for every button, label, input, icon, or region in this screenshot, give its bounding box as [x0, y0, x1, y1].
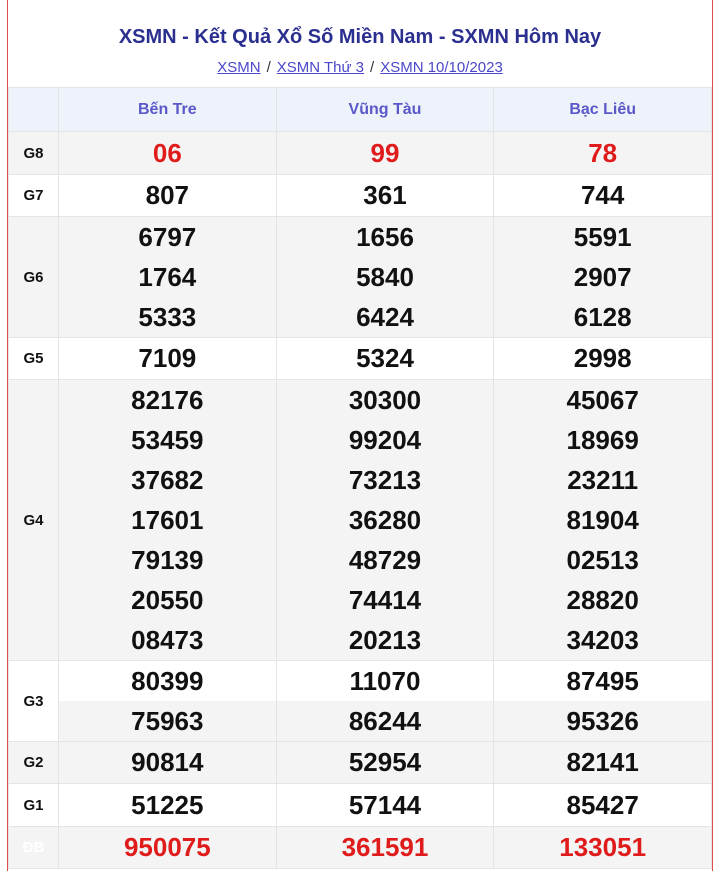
prize-cell: [494, 784, 712, 827]
winning-number: 1656: [356, 222, 414, 252]
prize-cell: [276, 784, 494, 827]
prize-row-db: [9, 827, 712, 869]
province-ben-tre[interactable]: Bến Tre: [59, 88, 277, 132]
prize-row-g8: [9, 132, 712, 175]
prize-cell: [59, 217, 277, 338]
winning-number: 11070: [349, 666, 421, 696]
winning-number: 82176: [131, 385, 204, 415]
prize-cell: [276, 380, 494, 661]
prize-row-g2: [9, 742, 712, 784]
winning-number: 23211: [567, 465, 639, 495]
province-vung-tau[interactable]: Vũng Tàu: [276, 88, 494, 132]
breadcrumb: [8, 59, 712, 77]
winning-number: 86244: [277, 701, 494, 741]
prize-cell: [59, 380, 277, 661]
winning-number: 37682: [131, 465, 204, 495]
prize-cell: [276, 217, 494, 338]
winning-number: 20550: [131, 585, 204, 615]
winning-number: 73213: [348, 465, 422, 495]
winning-number: 5840: [356, 262, 414, 292]
prize-cell: [494, 338, 712, 380]
breadcrumb-separator: /: [266, 59, 271, 76]
prize-cell: [494, 827, 712, 869]
winning-number: 78: [588, 138, 618, 168]
prize-label: G1: [9, 784, 59, 827]
winning-number: 52954: [348, 747, 422, 777]
prize-cell: [276, 175, 494, 217]
province-bac-lieu[interactable]: Bạc Liêu: [494, 88, 712, 132]
winning-number: 53459: [131, 425, 204, 455]
province-header-row: [9, 88, 712, 132]
winning-number: 51225: [131, 790, 204, 820]
winning-number: 950075: [123, 832, 211, 862]
winning-number: 85427: [566, 790, 639, 820]
prize-row-g6: [9, 217, 712, 338]
prize-label: G5: [9, 338, 59, 380]
winning-number: 6797: [138, 222, 197, 252]
winning-number: 6128: [573, 302, 632, 332]
winning-number: 2907: [573, 262, 632, 292]
winning-number: 6424: [356, 302, 414, 332]
breadcrumb-xsmn-link[interactable]: XSMN: [217, 59, 261, 76]
winning-number: 08473: [131, 625, 204, 655]
prize-cell: [276, 132, 494, 175]
prize-cell: [276, 827, 494, 869]
winning-number: 5591: [573, 222, 632, 252]
prize-label: G2: [9, 742, 59, 784]
prize-cell: [59, 338, 277, 380]
results-panel: [7, 0, 713, 871]
results-header: [8, 0, 712, 87]
winning-number: 90814: [131, 747, 204, 777]
winning-number: 99204: [348, 425, 422, 455]
winning-number: 06: [152, 138, 182, 168]
winning-number: 79139: [131, 545, 204, 575]
winning-number: 80399: [131, 666, 204, 696]
winning-number: 7109: [138, 343, 197, 373]
prize-cell: [276, 742, 494, 784]
prize-cell: [59, 742, 277, 784]
page-title: XSMN - Kết Quả Xổ Số Miền Nam - SXMN Hôm Nay: [118, 26, 602, 48]
winning-number: 5324: [356, 343, 414, 373]
prize-cell: [59, 827, 277, 869]
breadcrumb-date-link[interactable]: XSMN 10/10/2023: [380, 59, 503, 76]
header-corner: [9, 88, 59, 132]
prize-row-g7: [9, 175, 712, 217]
winning-number: 361: [363, 180, 407, 210]
winning-number: 48729: [348, 545, 422, 575]
winning-number: 74414: [348, 585, 422, 615]
winning-number: 36280: [348, 505, 422, 535]
winning-number: 02513: [566, 545, 639, 575]
winning-number: 807: [145, 180, 190, 210]
prize-label: ĐB: [9, 827, 59, 869]
prize-label: G4: [9, 380, 59, 661]
winning-number: 28820: [566, 585, 639, 615]
prize-cell: [494, 175, 712, 217]
winning-number: 99: [370, 138, 400, 168]
winning-number: 1764: [138, 262, 197, 292]
breadcrumb-separator: /: [370, 59, 375, 76]
winning-number: 75963: [59, 701, 276, 741]
prize-cell: [494, 132, 712, 175]
prize-cell: [59, 784, 277, 827]
prize-cell: [276, 661, 494, 742]
winning-number: 20213: [348, 625, 422, 655]
prize-row-g1: [9, 784, 712, 827]
prize-cell: [494, 661, 712, 742]
winning-number: 45067: [566, 385, 639, 415]
winning-number: 82141: [566, 747, 639, 777]
prize-cell: [59, 661, 277, 742]
winning-number: 30300: [348, 385, 422, 415]
prize-cell: [59, 132, 277, 175]
prize-label: G6: [9, 217, 59, 338]
winning-number: 34203: [566, 625, 639, 655]
winning-number: 81904: [566, 505, 639, 535]
prize-cell: [494, 380, 712, 661]
prize-label: G7: [9, 175, 59, 217]
winning-number: 87495: [566, 666, 639, 696]
prize-row-g3: [9, 661, 712, 742]
results-table: [8, 87, 712, 869]
prize-cell: [494, 217, 712, 338]
prize-label: G8: [9, 132, 59, 175]
winning-number: 5333: [138, 302, 197, 332]
winning-number: 57144: [348, 790, 422, 820]
prize-row-g4: [9, 380, 712, 661]
winning-number: 95326: [494, 701, 711, 741]
breadcrumb-weekday-link[interactable]: XSMN Thứ 3: [276, 59, 365, 76]
prize-row-g5: [9, 338, 712, 380]
winning-number: 2998: [573, 343, 632, 373]
winning-number: 744: [580, 180, 625, 210]
prize-cell: [494, 742, 712, 784]
prize-label: G3: [9, 661, 59, 742]
winning-number: 17601: [131, 505, 204, 535]
winning-number: 133051: [559, 832, 647, 862]
winning-number: 361591: [341, 832, 429, 862]
winning-number: 18969: [566, 425, 639, 455]
prize-cell: [276, 338, 494, 380]
prize-cell: [59, 175, 277, 217]
